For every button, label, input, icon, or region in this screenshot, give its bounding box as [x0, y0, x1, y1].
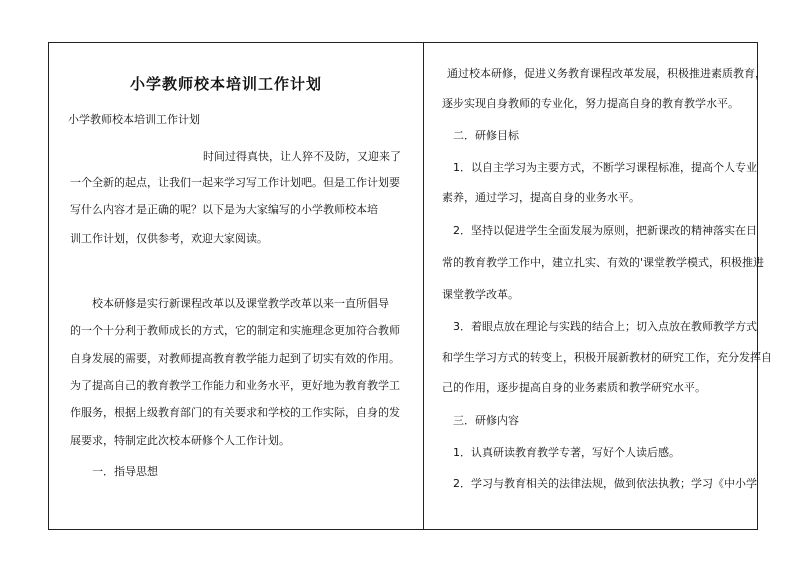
right-paragraph-line: 2．坚持以促进学生全面发展为原则，把新课改的精神落实在日	[453, 224, 757, 237]
right-paragraph-line: 素养，通过学习，提高自身的业务水平。	[442, 191, 640, 204]
left-paragraph-line: 自身发展的需要，对教师提高教育教学能力起到了切实有效的作用。	[70, 352, 400, 365]
left-paragraph-line: 写什么内容才是正确的呢？以下是为大家编写的小学教师校本培	[70, 203, 378, 216]
right-paragraph-line: 3．着眼点放在理论与实践的结合上；切入点放在教师教学方式	[453, 320, 757, 333]
right-paragraph-line: 1．认真研读教育教学专著，写好个人读后感。	[453, 446, 680, 459]
left-paragraph-line: 的一个十分利于教师成长的方式，它的制定和实施理念更加符合教师	[70, 324, 400, 337]
right-paragraph-line: 己的作用，逐步提高自身的业务素质和教学研究水平。	[442, 381, 706, 394]
left-paragraph-line: 校本研修是实行新课程改革以及课堂教学改革以来一直所倡导	[92, 297, 389, 310]
right-paragraph-line: 常的教育教学工作中，建立扎实、有效的'课堂教学模式，积极推进	[442, 256, 765, 269]
left-paragraph-line: 训工作计划，仅供参考，欢迎大家阅读。	[70, 232, 268, 245]
right-paragraph-line: 和学生学习方式的转变上，积极开展新教材的研究工作，充分发挥自	[442, 351, 772, 364]
right-paragraph-line: 课堂教学改革。	[442, 288, 519, 301]
section-heading: 三．研修内容	[453, 414, 519, 427]
right-paragraph-line: 1．以自主学习为主要方式，不断学习课程标准，提高个人专业	[453, 161, 757, 174]
section-heading: 二．研修目标	[453, 129, 519, 142]
left-paragraph-line: 作服务，根据上级教育部门的有关要求和学校的工作实际，自身的发	[70, 406, 400, 419]
right-paragraph-line: 2．学习与教育相关的法律法规，做到依法执教；学习《中小学	[453, 477, 757, 490]
document-title: 小学教师校本培训工作计划	[130, 75, 323, 93]
left-paragraph-line: 一个全新的起点，让我们一起来学习写工作计划吧。但是工作计划要	[70, 176, 400, 189]
document-subtitle: 小学教师校本培训工作计划	[68, 113, 200, 126]
right-paragraph-line: 通过校本研修，促进义务教育课程改革发展，积极推进素质教育，	[447, 67, 766, 80]
section-heading: 一．指导思想	[92, 465, 158, 478]
left-paragraph-line: 时间过得真快，让人猝不及防，又迎来了	[203, 150, 401, 163]
right-paragraph-line: 逐步实现自身教师的专业化，努力提高自身的教育教学水平。	[442, 97, 739, 110]
left-paragraph-line: 为了提高自己的教育教学工作能力和业务水平，更好地为教育教学工	[70, 379, 400, 392]
column-divider	[423, 42, 424, 530]
left-paragraph-line: 展要求，特制定此次校本研修个人工作计划。	[70, 434, 290, 447]
